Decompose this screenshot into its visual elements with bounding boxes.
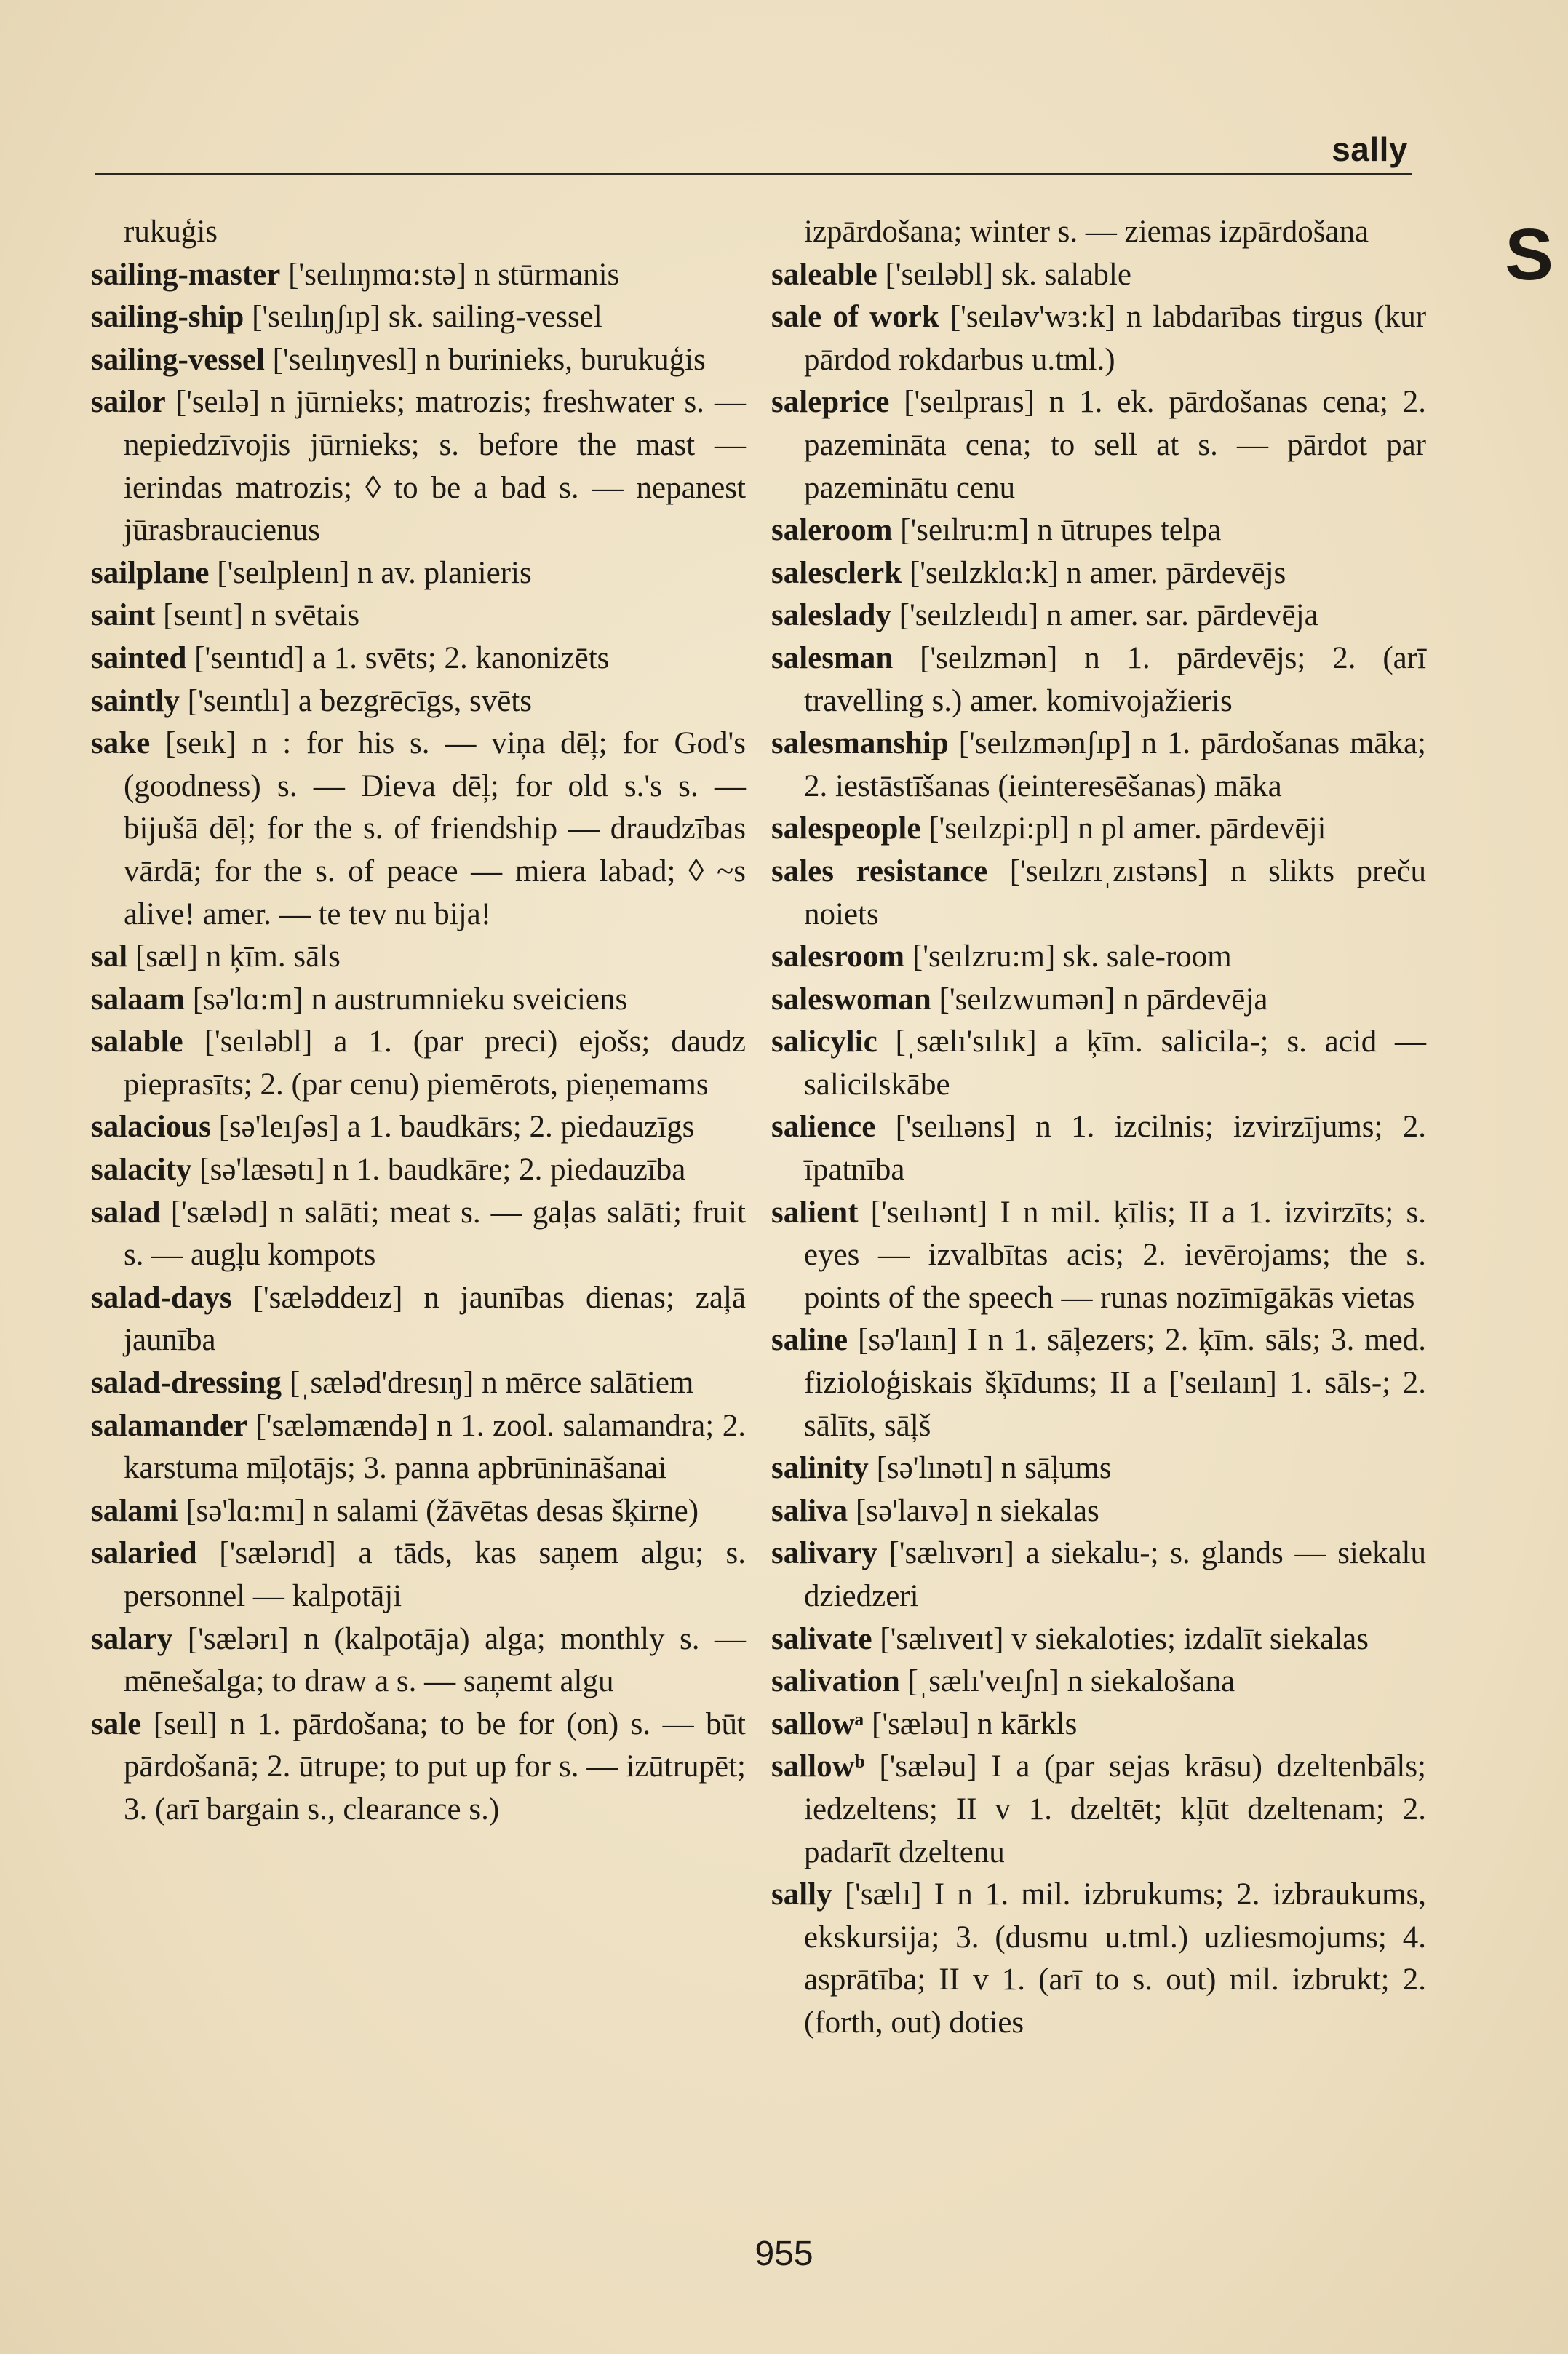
entry-headword: saliva xyxy=(771,1493,848,1528)
dictionary-entry xyxy=(771,808,1426,851)
entry-definition: [seınt] n svētais xyxy=(163,598,360,633)
entry-headword: salience xyxy=(771,1110,876,1145)
entry-headword: sale of work xyxy=(771,300,939,335)
dictionary-entry xyxy=(771,595,1426,637)
dictionary-entry xyxy=(771,1532,1426,1618)
entry-definition: ['seıləv'wɜ:k] n labdarības tirgus (kur pārdod rokdarbus u.tml.) xyxy=(804,300,1427,377)
entry-definition: [sə'læsətı] n 1. baudkāre; 2. piedauzība xyxy=(199,1153,686,1188)
entry-headword: saleroom xyxy=(771,513,893,548)
page-number: 955 xyxy=(755,2235,813,2273)
entry-definition: ['seılıənt] I n mil. ķīlis; II a 1. izvirzīts; s. eyes — izvalbītas acis; 2. ievērojams; the s. points of the speech — runas nozīmīgākās vietas xyxy=(804,1195,1426,1315)
dictionary-entry xyxy=(91,1106,746,1149)
entry-definition: ['seılıŋmɑ:stə] n stūrmanis xyxy=(288,257,620,292)
dictionary-entry xyxy=(91,552,746,595)
entry-headword: salami xyxy=(91,1493,178,1528)
continuation-text: izpārdošana; winter s. — ziemas izpārdošana xyxy=(804,215,1369,249)
entry-headword: salary xyxy=(91,1621,173,1656)
dictionary-entry xyxy=(771,1447,1426,1490)
entry-definition: [ˌsælı'veıʃn] n siekalošana xyxy=(907,1664,1235,1699)
continuation-text: rukuģis xyxy=(124,215,218,249)
entry-definition: [sə'lɑ:m] n austrumnieku sveiciens xyxy=(192,982,628,1017)
entry-headword: salivate xyxy=(771,1621,872,1656)
entry-definition: ['seılzwumən] n pārdevēja xyxy=(939,982,1268,1017)
dictionary-entry xyxy=(91,1192,746,1277)
entry-headword: salamander xyxy=(91,1408,247,1443)
entry-headword: sainted xyxy=(91,640,187,675)
dictionary-entry xyxy=(91,381,746,552)
entry-definition: [sə'laın] I n 1. sāļezers; 2. ķīm. sāls; 3. med. fizioloģiskais šķīdums; II a ['seılaın] 1. sāls-; 2. sālīts, sāļš xyxy=(804,1323,1426,1443)
entry-headword: salesroom xyxy=(771,939,905,974)
entry-headword: sallowᵃ xyxy=(771,1706,864,1741)
dictionary-entry xyxy=(91,1532,746,1618)
entry-definition: ['seıntıd] a 1. svēts; 2. kanonizēts xyxy=(194,640,610,675)
entry-definition: ['sæləddeız] n jaunības dienas; zaļā jaunība xyxy=(124,1280,746,1358)
entry-definition: ['sæləu] n kārkls xyxy=(872,1706,1078,1741)
entry-headword: saleswoman xyxy=(771,982,931,1017)
entry-definition: [seıl] n 1. pārdošana; to be for (on) s. — būt pārdošanā; 2. ūtrupe; to put up for s. — izūtrupēt; 3. (arī bargain s., clearance s.) xyxy=(124,1706,746,1826)
entry-headword: sailplane xyxy=(91,555,210,590)
dictionary-entry xyxy=(771,1618,1426,1661)
entry-headword: sailing-vessel xyxy=(91,342,265,377)
entry-headword: saline xyxy=(771,1323,848,1358)
entry-definition: [sə'laıvə] n siekalas xyxy=(855,1493,1099,1528)
dictionary-entry xyxy=(91,723,746,936)
entry-definition: ['sælıvərı] a siekalu-; s. glands — siekalu dziedzeri xyxy=(804,1536,1426,1613)
entry-headword: salable xyxy=(91,1025,183,1059)
dictionary-entry xyxy=(771,1490,1426,1533)
entry-definition: [seık] n : for his s. — viņa dēļ; for God's (goodness) s. — Dieva dēļ; for old s.'s s. — bijušā dēļ; for the s. of friendship — draudzības vārdā; for the s. of peace — miera labad; ◊ ~s alive! amer. — te tev nu bija! xyxy=(124,726,746,931)
entry-headword: sailing-master xyxy=(91,257,281,292)
entry-headword: salesman xyxy=(771,640,894,675)
dictionary-entry xyxy=(771,851,1426,936)
entry-headword: sallowᵇ xyxy=(771,1749,865,1784)
entry-definition: ['sæləmændə] n 1. zool. salamandra; 2. karstuma mīļotājs; 3. panna apbrūnināšanai xyxy=(124,1408,746,1486)
entry-definition: ['seılru:m] n ūtrupes telpa xyxy=(900,513,1222,548)
right-column xyxy=(771,211,1426,2045)
running-head: sally xyxy=(1332,130,1408,168)
entry-definition: ['seılzpi:pl] n pl amer. pārdevēji xyxy=(928,811,1326,846)
entry-headword: salient xyxy=(771,1195,859,1230)
entry-headword: salespeople xyxy=(771,811,921,846)
entry-headword: salaried xyxy=(91,1536,197,1571)
entry-definition: ['seılzklɑ:k] n amer. pārdevējs xyxy=(909,555,1286,590)
entry-headword: saleslady xyxy=(771,598,891,633)
entry-headword: saleprice xyxy=(771,385,890,420)
dictionary-entry xyxy=(771,979,1426,1022)
dictionary-entry xyxy=(91,339,746,382)
entry-headword: salacity xyxy=(91,1153,192,1188)
dictionary-entry xyxy=(771,936,1426,979)
entry-definition: ['sæləu] I a (par sejas krāsu) dzeltenbāls; iedzeltens; II v 1. dzeltēt; kļūt dzeltenam; 2. padarīt dzeltenu xyxy=(804,1749,1426,1869)
entry-headword: salaam xyxy=(91,982,185,1017)
entry-headword: saintly xyxy=(91,683,180,718)
dictionary-entry xyxy=(91,979,746,1022)
dictionary-entry xyxy=(91,1405,746,1490)
entry-definition: ['seılıŋʃıp] sk. sailing-vessel xyxy=(252,300,602,335)
dictionary-entry xyxy=(771,1319,1426,1447)
entry-definition: [ˌsæləd'dresıŋ] n mērce salātiem xyxy=(289,1366,694,1401)
entry-definition: [ˌsælı'sılık] a ķīm. salicila-; s. acid — salicilskābe xyxy=(804,1025,1426,1102)
entry-headword: saleable xyxy=(771,257,877,292)
dictionary-entry xyxy=(91,1618,746,1703)
dictionary-entry xyxy=(91,1490,746,1533)
entry-definition: ['seıntlı] a bezgrēcīgs, svēts xyxy=(187,683,533,718)
entry-headword: salad-dressing xyxy=(91,1366,282,1401)
entry-headword: salivary xyxy=(771,1536,877,1571)
dictionary-entry xyxy=(771,723,1426,808)
dictionary-entry xyxy=(91,1362,746,1405)
dictionary-entry xyxy=(91,1703,746,1832)
dictionary-entry xyxy=(91,296,746,339)
dictionary-entry xyxy=(91,1149,746,1192)
header-rule xyxy=(95,173,1412,175)
entry-definition: ['seılzmən] n 1. pārdevējs; 2. (arī travelling s.) amer. komivojažieris xyxy=(804,640,1427,718)
entry-headword: sake xyxy=(91,726,151,761)
dictionary-entry xyxy=(771,1703,1426,1746)
entry-definition: ['seıləbl] a 1. (par preci) ejošs; daudz pieprasīts; 2. (par cenu) piemērots, pieņemams xyxy=(124,1025,746,1102)
entry-definition: ['seılpleın] n av. planieris xyxy=(217,555,532,590)
dictionary-entry xyxy=(771,296,1426,381)
dictionary-entry xyxy=(771,254,1426,297)
entry-headword: sailor xyxy=(91,385,166,420)
entry-headword: salacious xyxy=(91,1110,211,1145)
dictionary-entry xyxy=(771,1106,1426,1191)
dictionary-entry xyxy=(91,1277,746,1362)
entry-headword: salesclerk xyxy=(771,555,902,590)
entry-headword: sailing-ship xyxy=(91,300,244,335)
entry-headword: sales resistance xyxy=(771,854,988,888)
dictionary-entry xyxy=(91,680,746,723)
entry-definition: ['seılzmənʃıp] n 1. pārdošanas māka; 2. iestāstīšanas (ieinteresēšanas) māka xyxy=(804,726,1427,803)
entry-definition: [sə'lɑ:mı] n salami (žāvētas desas šķirne) xyxy=(186,1493,699,1528)
entry-definition: ['sælərı] n (kalpotāja) alga; monthly s. — mēnešalga; to draw a s. — saņemt algu xyxy=(124,1621,746,1699)
entry-headword: salesmanship xyxy=(771,726,949,761)
dictionary-entry xyxy=(91,936,746,979)
entry-definition: ['sælıveıt] v siekaloties; izdalīt siekalas xyxy=(880,1621,1369,1656)
entry-definition: ['seılıŋvesl] n burinieks, burukuģis xyxy=(272,342,706,377)
dictionary-entry xyxy=(771,509,1426,552)
entry-headword: salad-days xyxy=(91,1280,232,1315)
entry-headword: salad xyxy=(91,1195,161,1230)
entry-headword: salicylic xyxy=(771,1025,877,1059)
entry-headword: salivation xyxy=(771,1664,900,1699)
entry-definition: ['seılə] n jūrnieks; matrozis; freshwater s. — nepiedzīvojis jūrnieks; s. before the mast — ierindas matrozis; ◊ to be a bad s. — nepanest jūrasbraucienus xyxy=(124,385,747,548)
left-column xyxy=(91,211,746,1832)
entry-definition: [sæl] n ķīm. sāls xyxy=(135,939,341,974)
thumb-index-letter: S xyxy=(1505,214,1553,295)
dictionary-entry xyxy=(91,254,746,297)
entry-definition: ['seılzleıdı] n amer. sar. pārdevēja xyxy=(899,598,1318,633)
dictionary-entry xyxy=(91,595,746,637)
dictionary-entry xyxy=(771,1874,1426,2044)
entry-headword: sale xyxy=(91,1706,142,1741)
dictionary-entry xyxy=(771,1746,1426,1874)
entry-definition: ['seıləbl] sk. salable xyxy=(885,257,1131,292)
dictionary-entry xyxy=(771,552,1426,595)
entry-definition: ['seılpraıs] n 1. ek. pārdošanas cena; 2. pazemināta cena; to sell at s. — pārdot par pazeminātu cenu xyxy=(804,385,1426,505)
entry-definition: ['sælı] I n 1. mil. izbrukums; 2. izbraukums, ekskursija; 3. (dusmu u.tml.) uzliesmojums; 4. asprātība; II v 1. (arī to s. out) mil. izbrukt; 2. (forth, out) doties xyxy=(804,1877,1427,2040)
entry-definition: ['sæləd] n salāti; meat s. — gaļas salāti; fruit s. — augļu kompots xyxy=(124,1195,747,1273)
entry-definition: [sə'lınətı] n sāļums xyxy=(876,1451,1112,1486)
entry-definition: ['seılzru:m] sk. sale-room xyxy=(912,939,1232,974)
dictionary-entry xyxy=(771,637,1426,723)
dictionary-entry xyxy=(771,1661,1426,1703)
entry-headword: salinity xyxy=(771,1451,869,1486)
dictionary-entry xyxy=(91,1021,746,1106)
entry-headword: sally xyxy=(771,1877,832,1912)
entry-definition: ['sælərıd] a tāds, kas saņem algu; s. personnel — kalpotāji xyxy=(124,1536,746,1613)
dictionary-entry xyxy=(771,381,1426,509)
dictionary-entry xyxy=(771,1021,1426,1106)
dictionary-entry xyxy=(771,1192,1426,1320)
dictionary-entry xyxy=(91,637,746,680)
entry-headword: saint xyxy=(91,598,156,633)
entry-definition: ['seılzrıˌzıstəns] n slikts preču noiets xyxy=(804,854,1427,931)
entry-definition: [sə'leıʃəs] a 1. baudkārs; 2. piedauzīgs xyxy=(218,1110,695,1145)
entry-definition: ['seılıəns] n 1. izcilnis; izvirzījums; 2. īpatnība xyxy=(804,1110,1426,1188)
entry-headword: sal xyxy=(91,939,128,974)
